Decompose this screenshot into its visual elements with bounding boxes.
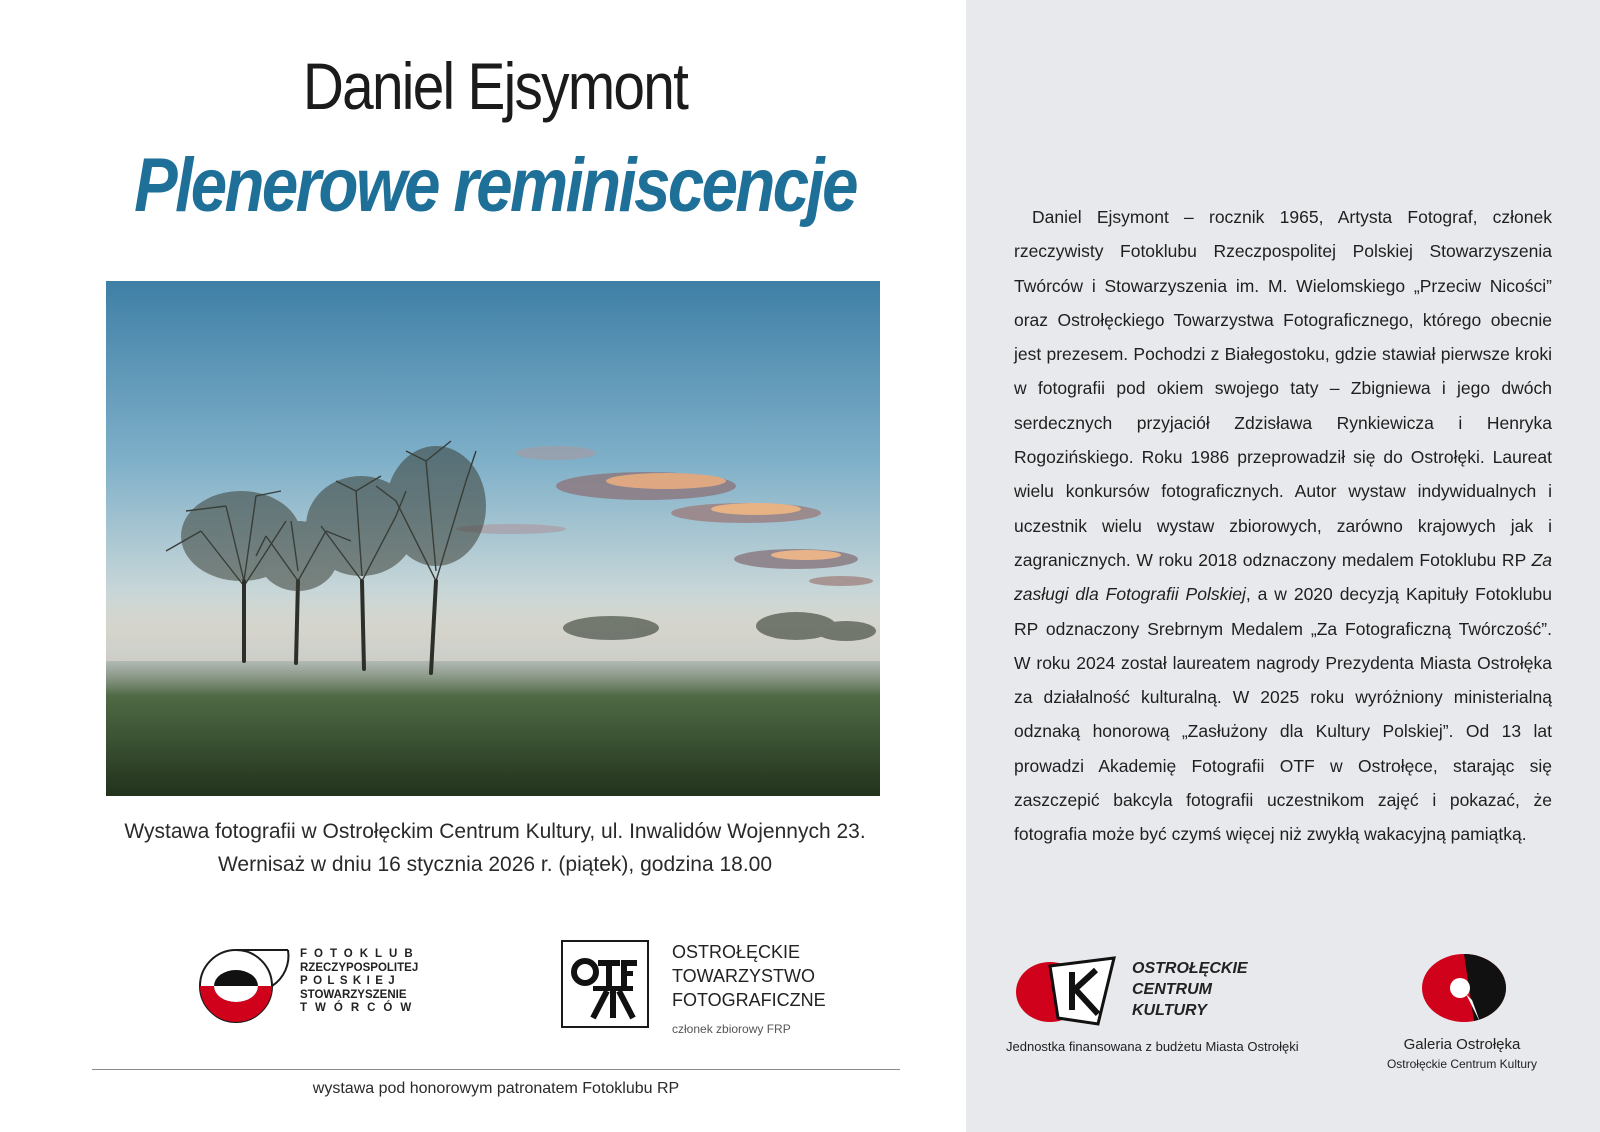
okk-line-3: KULTURY [1132,1002,1207,1019]
otf-logo [561,940,841,1040]
footer-divider [92,1069,900,1070]
okk-line-1: OSTROŁĘCKIE [1132,960,1248,977]
author-name: Daniel Ejsymont [302,49,688,123]
otf-emblem-box [561,940,649,1028]
galeria-emblem-icon [1414,950,1514,1030]
bio-part-1: Daniel Ejsymont – rocznik 1965, Artysta Fotograf, członek rzeczywisty Fotoklubu Rzeczpospolitej Polskiej Stowarzyszenia Twórców i Stowarzyszenia im. M. Wielomskiego „Przeciw Nicości” oraz Ostrołęckiego Towarzystwa Fotograficznego, którego obecnie jest prezesem. Pochodzi z Białegostoku, gdzie stawiał pierwsze kroki w fotografii pod okiem swojego taty – Zbigniewa i jego dwóch serdecznych przyjaciół Zdzisława Rynkiewicza i Henryka Rogozińskiego. Roku 1986 przeprowadził się do Ostrołęki. Laureat wielu konkursów fotograficznych. Autor wystaw indywidualnych i uczestnik wielu wystaw zbiorowych, zarówno krajowych jak i zagranicznych. W roku 2018 odznaczony medalem Fotoklubu RP [1014,207,1552,570]
fotoklub-rp-text [300,948,420,1016]
caption-line-1: Wystawa fotografii w Ostrołęckim Centrum Kultury, ul. Inwalidów Wojennych 23. [124,820,866,843]
okk-funding-note: Jednostka finansowana z budżetu Miasta Ostrołęki [1006,1039,1299,1054]
caption-line-2: Wernisaż w dniu 16 stycznia 2026 r. (piątek), godzina 18.00 [217,853,773,876]
bio-part-2: , a w 2020 decyzją Kapituły Fotoklubu RP odznaczony Srebrnym Medalem „Za Fotograficzną Twórczość”. W roku 2024 został laureatem nagrody Prezydenta Miasta Ostrołęka za działalność kulturalną. W 2025 roku wyróżniony ministerialną odznaką honorową „Zasłużony dla Kultury Polskiej”. Od 13 lat prowadzi Akademię Fotografii OTF w Ostrołęce, starając się zaszczepić bakcyla fotografii uczestnikom zajęć i pokazać, że fotografia może być czymś więcej niż zwykłą wakacyjną pamiątką. [1014,584,1552,845]
otf-line-2: TOWARZYSTWO [672,966,815,986]
otf-line-1: OSTROŁĘCKIE [672,942,801,962]
okk-name [1132,958,1248,1021]
exhibition-caption [60,815,930,881]
okk-logo [1014,952,1254,1032]
frp-line-1: FOTOKLUB [300,948,420,960]
otf-name [672,940,826,1012]
okk-emblem-icon [1014,952,1124,1028]
exhibition-title: Plenerowe reminiscencje [134,143,856,228]
frp-line-4: STOWARZYSZENIE [300,988,407,1001]
okk-line-2: CENTRUM [1132,981,1212,998]
frp-line-3: POLSKIEJ [300,975,401,987]
frp-line-2: RZECZYPOSPOLITEJ [300,961,419,974]
bio-award-title: Za zasługi dla Fotografii Polskiej [1014,549,1552,605]
otf-line-3: FOTOGRAFICZNE [672,990,826,1010]
artist-biography [1014,200,1552,852]
bio-paragraph [1014,200,1552,852]
patronage-note: wystawa pod honorowym patronatem Fotoklubu RP [312,1080,680,1097]
fotoklub-emblem-icon [196,944,292,1024]
otf-membership: członek zbiorowy FRP [672,1022,791,1036]
frp-line-5: TWÓRCÓW [300,1002,420,1014]
otf-camera-tripod-icon [563,942,647,1026]
galeria-subtitle: Ostrołęckie Centrum Kultury [1386,1057,1538,1071]
galeria-logo [1414,950,1514,1030]
landscape-photo [106,281,880,796]
fotoklub-rp-logo [196,944,446,1022]
galeria-name: Galeria Ostrołęka [1403,1036,1521,1053]
